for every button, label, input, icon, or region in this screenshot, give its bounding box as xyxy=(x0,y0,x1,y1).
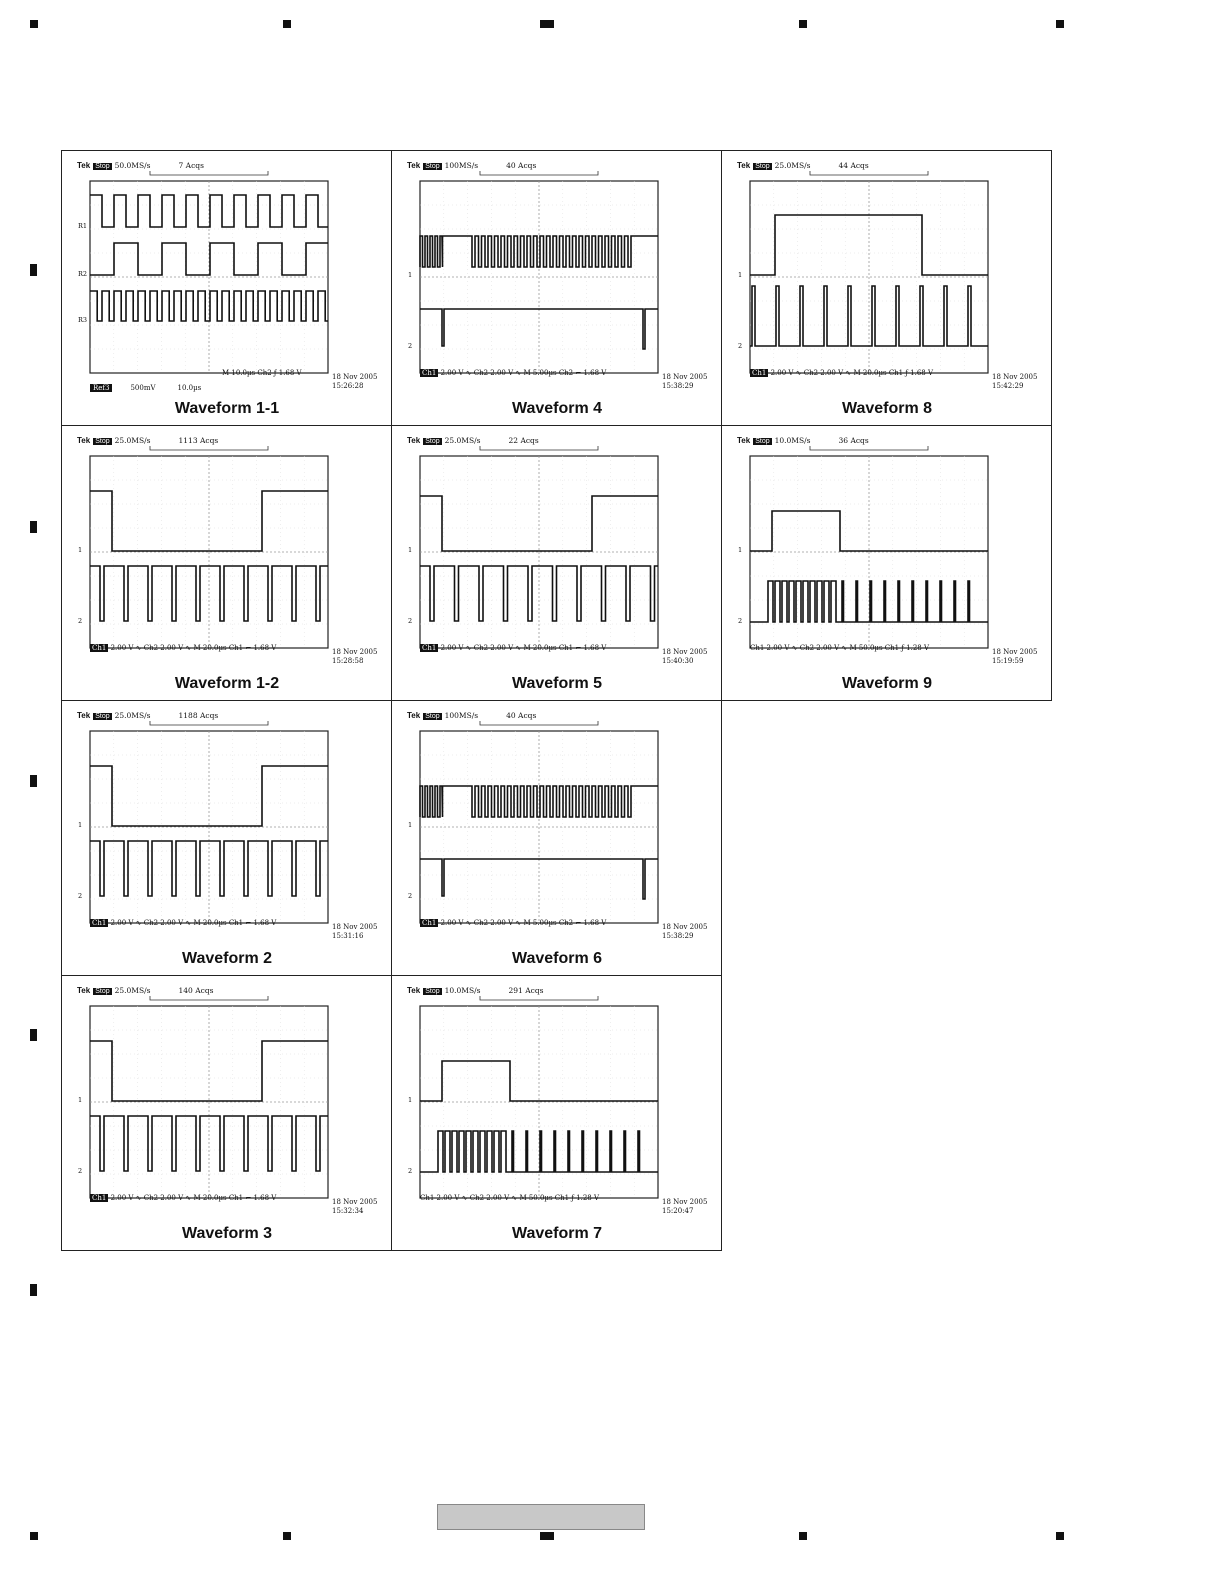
tek-label: Tek xyxy=(77,436,91,445)
registration-mark xyxy=(30,20,38,28)
scope-settings-text: Ch1 2.00 V ∿ Ch2 2.00 V ∿ M 50.0µs Ch1 ƒ 1.28 V xyxy=(420,1194,600,1202)
time-text: 15:28:58 xyxy=(332,657,364,665)
trigger-bracket xyxy=(150,171,268,175)
channel-marker: 1 xyxy=(408,821,413,829)
oscilloscope-screen xyxy=(392,976,722,1226)
registration-mark xyxy=(540,1532,554,1540)
trigger-bracket xyxy=(480,446,598,450)
time-text: 15:38:29 xyxy=(662,382,694,390)
waveform-panel-w1-2 xyxy=(61,425,392,701)
waveform-panel-w7 xyxy=(391,975,722,1251)
timestamp xyxy=(662,648,707,666)
channel-1-badge: Ch1 xyxy=(422,644,437,652)
reference-settings xyxy=(90,384,201,392)
trigger-bracket xyxy=(810,171,928,175)
scope-graticule xyxy=(392,976,722,1226)
scope-settings xyxy=(90,919,276,927)
scope-settings xyxy=(750,644,929,652)
channel-1-badge: Ch1 xyxy=(92,919,107,927)
scope-settings-text: 2.00 V ∿ Ch2 2.00 V ∿ M 5.00µs Ch2 ⌐ 1.68 V xyxy=(440,919,607,927)
date-text: 18 Nov 2005 xyxy=(332,1198,378,1206)
sample-rate: 100MS/s xyxy=(444,711,479,720)
tek-label: Tek xyxy=(407,986,421,995)
tek-label: Tek xyxy=(77,986,91,995)
channel-1-badge: Ch1 xyxy=(422,369,437,377)
waveform-caption: Waveform 9 xyxy=(841,675,933,692)
channel-marker: 2 xyxy=(78,1167,83,1175)
acquisition-count: 140 Acqs xyxy=(178,986,214,995)
time-text: 15:42:29 xyxy=(992,382,1024,390)
date-text: 18 Nov 2005 xyxy=(662,373,708,381)
date-text: 18 Nov 2005 xyxy=(992,373,1038,381)
channel-marker: 2 xyxy=(78,617,83,625)
channel-marker: 2 xyxy=(408,617,413,625)
tek-label: Tek xyxy=(737,161,751,170)
oscilloscope-screen xyxy=(392,701,722,951)
registration-mark xyxy=(283,1532,291,1540)
channel-marker: 1 xyxy=(78,821,83,829)
tek-label: Tek xyxy=(737,436,751,445)
acquisition-count: 22 Acqs xyxy=(508,436,539,445)
stop-badge: Stop xyxy=(95,163,110,170)
channel-marker: R1 xyxy=(78,222,88,230)
time-text: 15:26:28 xyxy=(332,382,364,390)
channel-marker: 1 xyxy=(78,1096,83,1104)
scope-graticule xyxy=(62,701,392,951)
timestamp xyxy=(992,648,1037,666)
scope-graticule xyxy=(62,976,392,1226)
registration-mark xyxy=(283,20,291,28)
waveform-panel-w1-1 xyxy=(61,150,392,426)
time-text: 15:19:59 xyxy=(992,657,1024,665)
waveform-caption: Waveform 5 xyxy=(511,675,603,692)
channel-marker: R3 xyxy=(78,316,88,324)
time-text: 15:40:30 xyxy=(662,657,694,665)
trigger-bracket xyxy=(150,446,268,450)
trigger-bracket xyxy=(480,171,598,175)
scope-settings xyxy=(222,369,302,377)
scope-settings xyxy=(420,644,606,652)
date-text: 18 Nov 2005 xyxy=(662,1198,708,1206)
tek-label: Tek xyxy=(77,161,91,170)
oscilloscope-screen xyxy=(392,151,722,401)
timestamp xyxy=(992,373,1037,391)
acquisition-count: 40 Acqs xyxy=(506,711,537,720)
registration-mark xyxy=(30,264,37,276)
scope-settings xyxy=(420,919,606,927)
sample-rate: 25.0MS/s xyxy=(114,986,151,995)
tek-label: Tek xyxy=(407,161,421,170)
stop-badge: Stop xyxy=(95,988,110,995)
waveform-panel-w9 xyxy=(721,425,1052,701)
scope-settings xyxy=(420,1194,599,1202)
channel-1-badge: Ch1 xyxy=(422,919,437,927)
channel-marker: 2 xyxy=(408,1167,413,1175)
oscilloscope-screen xyxy=(62,976,392,1226)
sample-rate: 100MS/s xyxy=(444,161,479,170)
channel-1-badge: Ch1 xyxy=(92,1194,107,1202)
registration-mark xyxy=(1056,1532,1064,1540)
scope-settings-text: 2.00 V ∿ Ch2 2.00 V ∿ M 20.0µs Ch1 ⌐ 1.68 V xyxy=(110,1194,277,1202)
sample-rate: 50.0MS/s xyxy=(114,161,151,170)
sample-rate: 25.0MS/s xyxy=(114,436,151,445)
oscilloscope-screen xyxy=(722,151,1052,401)
waveform-caption: Waveform 6 xyxy=(511,950,603,967)
scope-settings-text: 2.00 V ∿ Ch2 2.00 V ∿ M 20.0µs Ch1 ⌐ 1.68 V xyxy=(110,644,277,652)
waveform-panel-w6 xyxy=(391,700,722,976)
acquisition-count: 291 Acqs xyxy=(508,986,544,995)
stop-badge: Stop xyxy=(95,438,110,445)
acquisition-count: 44 Acqs xyxy=(838,161,869,170)
scope-settings-text: 2.00 V ∿ Ch2 2.00 V ∿ M 20.0µs Ch1 ƒ 1.68 V xyxy=(770,369,934,377)
stop-badge: Stop xyxy=(425,438,440,445)
trigger-bracket xyxy=(810,446,928,450)
channel-marker: 1 xyxy=(408,271,413,279)
registration-mark xyxy=(30,775,37,787)
time-text: 15:38:29 xyxy=(662,932,694,940)
ref-time: 10.0µs xyxy=(177,384,202,392)
registration-mark xyxy=(799,1532,807,1540)
registration-mark xyxy=(1056,20,1064,28)
date-text: 18 Nov 2005 xyxy=(992,648,1038,656)
stop-badge: Stop xyxy=(425,163,440,170)
scope-settings-text: 2.00 V ∿ Ch2 2.00 V ∿ M 20.0µs Ch1 ⌐ 1.68 V xyxy=(110,919,277,927)
channel-marker: 2 xyxy=(78,892,83,900)
waveform-caption: Waveform 2 xyxy=(181,950,273,967)
stop-badge: Stop xyxy=(425,713,440,720)
waveform-panel-w4 xyxy=(391,150,722,426)
scope-settings-text: 2.00 V ∿ Ch2 2.00 V ∿ M 20.0µs Ch1 ⌐ 1.68 V xyxy=(440,644,607,652)
stop-badge: Stop xyxy=(755,163,770,170)
oscilloscope-screen xyxy=(392,426,722,676)
trigger-bracket xyxy=(480,996,598,1000)
time-text: 15:20:47 xyxy=(662,1207,694,1215)
timestamp xyxy=(662,373,707,391)
scope-settings xyxy=(750,369,933,377)
tek-label: Tek xyxy=(407,711,421,720)
waveform-panel-w5 xyxy=(391,425,722,701)
scope-graticule xyxy=(62,151,392,401)
waveform-caption: Waveform 8 xyxy=(841,400,933,417)
channel-marker: 2 xyxy=(408,342,413,350)
channel-marker: 1 xyxy=(738,271,743,279)
sample-rate: 10.0MS/s xyxy=(444,986,481,995)
channel-marker: 2 xyxy=(738,617,743,625)
channel-marker: 1 xyxy=(408,546,413,554)
stop-badge: Stop xyxy=(755,438,770,445)
acquisition-count: 1188 Acqs xyxy=(178,711,219,720)
scope-settings xyxy=(420,369,606,377)
registration-mark xyxy=(799,20,807,28)
date-text: 18 Nov 2005 xyxy=(662,923,708,931)
scope-settings xyxy=(90,644,276,652)
waveform-caption: Waveform 3 xyxy=(181,1225,273,1242)
date-text: 18 Nov 2005 xyxy=(662,648,708,656)
channel-1-badge: Ch1 xyxy=(752,369,767,377)
scope-graticule xyxy=(62,426,392,676)
timestamp xyxy=(332,648,377,666)
channel-marker: 1 xyxy=(738,546,743,554)
scope-graticule xyxy=(392,151,722,401)
acquisition-count: 7 Acqs xyxy=(178,161,204,170)
trigger-bracket xyxy=(150,721,268,725)
waveform-panel-w8 xyxy=(721,150,1052,426)
scope-settings-text: 2.00 V ∿ Ch2 2.00 V ∿ M 5.00µs Ch2 ⌐ 1.68 V xyxy=(440,369,607,377)
ref-scale: 500mV xyxy=(130,384,156,392)
tek-label: Tek xyxy=(407,436,421,445)
registration-mark xyxy=(540,20,554,28)
sample-rate: 10.0MS/s xyxy=(774,436,811,445)
channel-marker: 1 xyxy=(408,1096,413,1104)
scope-settings xyxy=(90,1194,276,1202)
channel-marker: 1 xyxy=(78,546,83,554)
sample-rate: 25.0MS/s xyxy=(114,711,151,720)
channel-marker: 2 xyxy=(408,892,413,900)
trigger-bracket xyxy=(150,996,268,1000)
registration-mark xyxy=(30,1029,37,1041)
time-text: 15:31:16 xyxy=(332,932,364,940)
registration-mark xyxy=(30,1284,37,1296)
scope-graticule xyxy=(722,426,1052,676)
oscilloscope-screen xyxy=(722,426,1052,676)
waveform-caption: Waveform 7 xyxy=(511,1225,603,1242)
channel-1-badge: Ch1 xyxy=(92,644,107,652)
ref3-badge: Ref3 xyxy=(90,384,112,392)
waveform-caption: Waveform 4 xyxy=(511,400,603,417)
sample-rate: 25.0MS/s xyxy=(774,161,811,170)
waveform-panel-w3 xyxy=(61,975,392,1251)
scope-settings-text: Ch1 2.00 V ∿ Ch2 2.00 V ∿ M 50.0µs Ch1 ƒ 1.28 V xyxy=(750,644,930,652)
timestamp xyxy=(662,1198,707,1216)
tek-label: Tek xyxy=(77,711,91,720)
scope-settings-text: M 10.0µs Ch2 ƒ 1.68 V xyxy=(222,369,302,377)
waveform-caption: Waveform 1-1 xyxy=(174,400,280,417)
time-text: 15:32:34 xyxy=(332,1207,364,1215)
timestamp xyxy=(332,1198,377,1216)
channel-marker: R2 xyxy=(78,270,88,278)
timestamp xyxy=(332,373,377,391)
scope-graticule xyxy=(722,151,1052,401)
acquisition-count: 1113 Acqs xyxy=(178,436,219,445)
scope-graticule xyxy=(392,426,722,676)
registration-mark xyxy=(30,521,37,533)
stop-badge: Stop xyxy=(425,988,440,995)
timestamp xyxy=(332,923,377,941)
acquisition-count: 40 Acqs xyxy=(506,161,537,170)
waveform-caption: Waveform 1-2 xyxy=(174,675,280,692)
waveform-panel-w2 xyxy=(61,700,392,976)
stop-badge: Stop xyxy=(95,713,110,720)
acquisition-count: 36 Acqs xyxy=(838,436,869,445)
date-text: 18 Nov 2005 xyxy=(332,648,378,656)
date-text: 18 Nov 2005 xyxy=(332,373,378,381)
oscilloscope-screen xyxy=(62,701,392,951)
scope-graticule xyxy=(392,701,722,951)
oscilloscope-screen xyxy=(62,151,392,401)
date-text: 18 Nov 2005 xyxy=(332,923,378,931)
trigger-bracket xyxy=(480,721,598,725)
page-number-box xyxy=(437,1504,645,1530)
channel-marker: 2 xyxy=(738,342,743,350)
registration-mark xyxy=(30,1532,38,1540)
sample-rate: 25.0MS/s xyxy=(444,436,481,445)
timestamp xyxy=(662,923,707,941)
oscilloscope-screen xyxy=(62,426,392,676)
